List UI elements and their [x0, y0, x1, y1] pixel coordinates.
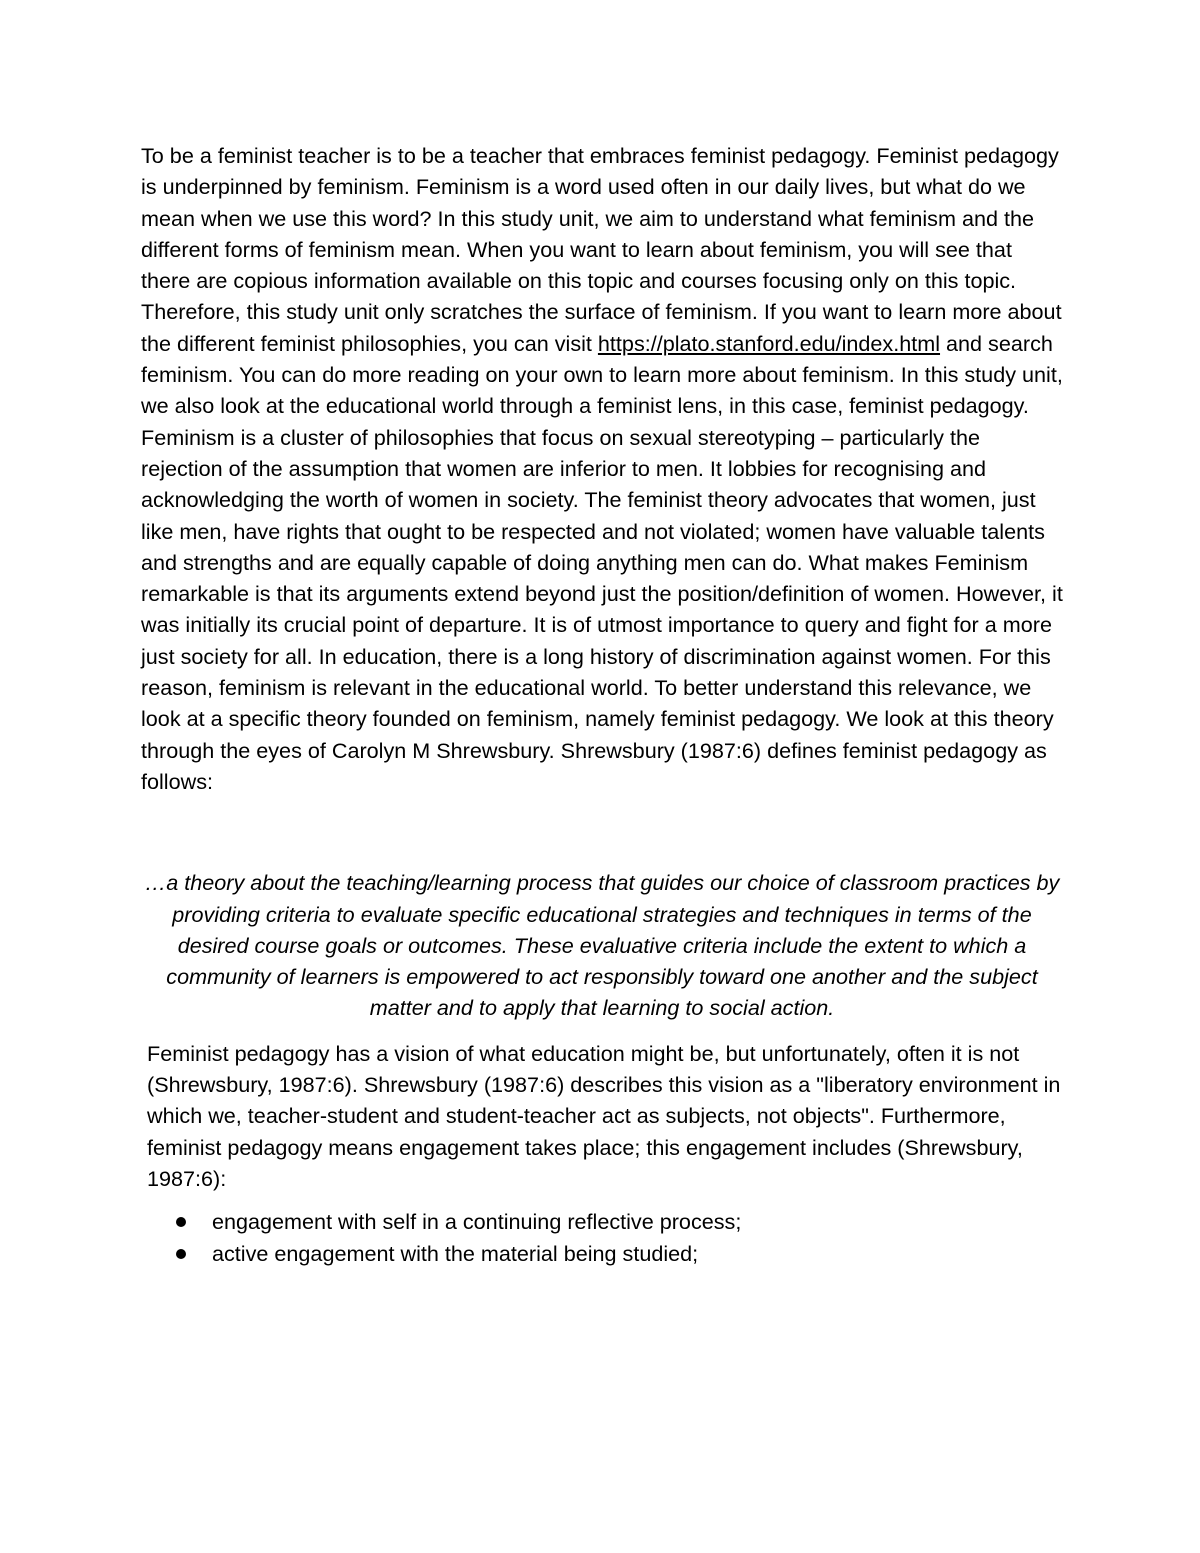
list-item	[141, 1206, 1063, 1237]
vision-paragraph: Feminist pedagogy has a vision of what education might be, but unfortunately, often it is not (Shrewsbury, 1987:6). Shrewsbury (1987:6) describes this vision as a "liberatory environment in which we, teacher-student and student-teacher act as subjects, not objects". Furthermore, feminist pedagogy means engagement takes place; this engagement includes (Shrewsbury, 1987:6):	[147, 1040, 1061, 1191]
bullet-icon	[176, 1217, 186, 1227]
document-content	[141, 140, 1063, 1269]
intro-text-after-link: and search feminism. You can do more reading on your own to learn more about feminism. In this study unit, we also look at the educational world through a feminist lens, in this case, feminist pedagogy. Feminism is a cluster of philosophies that focus on sexual stereotyping – particularly the rejection of the assumption that women are inferior to men. It lobbies for recognising and acknowledging the worth of women in society. The feminist theory advocates that women, just like men, have rights that ought to be respected and not violated; women have valuable talents and strengths and are equally capable of doing anything men can do. What makes Feminism remarkable is that its arguments extend beyond just the position/definition of women. However, it was initially its crucial point of departure. It is of utmost importance to query and fight for a more just society for all. In education, there is a long history of discrimination against women. For this reason, feminism is relevant in the educational world. To better understand this relevance, we look at a specific theory founded on feminism, namely feminist pedagogy. We look at this theory through the eyes of Carolyn M Shrewsbury. Shrewsbury (1987:6) defines feminist pedagogy as follows:	[141, 330, 1063, 794]
list-item	[141, 1238, 1063, 1269]
plato-stanford-link[interactable]: https://plato.stanford.edu/index.html	[597, 330, 941, 356]
bullet-icon	[176, 1249, 186, 1259]
list-item-text: active engagement with the material being studied;	[212, 1240, 699, 1266]
engagement-list	[141, 1206, 1063, 1269]
intro-paragraph	[141, 140, 1063, 797]
block-quote: …a theory about the teaching/learning process that guides our choice of classroom practices by providing criteria to evaluate specific educational strategies and techniques in terms of the desired course goals or outcomes. These evaluative criteria include the extent to which a community of learners is empowered to act responsibly toward one another and the subject matter and to apply that learning to social action.	[144, 870, 1060, 1021]
intro-text-before-link: To be a feminist teacher is to be a teacher that embraces feminist pedagogy. Feminist pedagogy is underpinned by feminism. Feminism is a word used often in our daily lives, but what do we mean when we use this word? In this study unit, we aim to understand what feminism and the different forms of feminism mean. When you want to learn about feminism, you will see that there are copious information available on this topic and courses focusing only on this topic. Therefore, this study unit only scratches the surface of feminism. If you want to learn more about the different feminist philosophies, you can visit	[141, 143, 1062, 356]
list-item-text: engagement with self in a continuing reflective process;	[212, 1209, 742, 1235]
